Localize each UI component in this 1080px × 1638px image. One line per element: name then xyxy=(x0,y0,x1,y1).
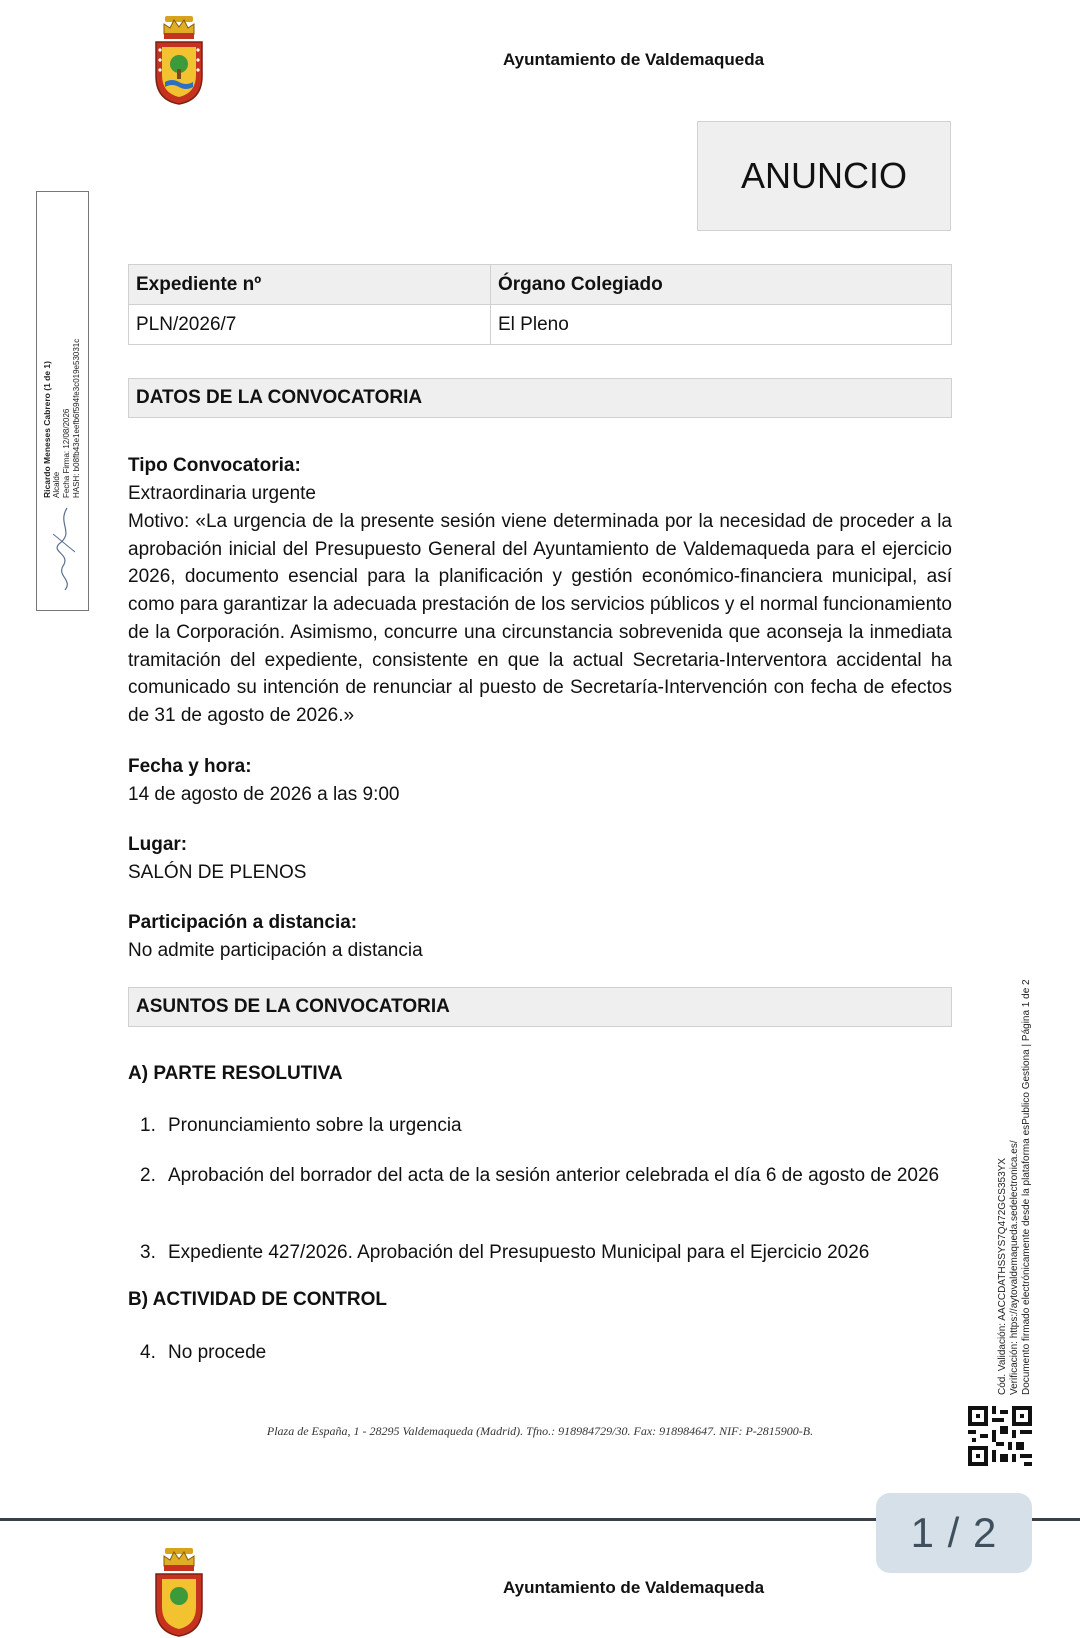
actividad-control-heading: B) ACTIVIDAD DE CONTROL xyxy=(128,1289,387,1310)
validation-strip xyxy=(997,979,1033,1395)
town-name-header: Ayuntamiento de Valdemaqueda xyxy=(503,50,765,69)
section-asuntos-convocatoria: ASUNTOS DE LA CONVOCATORIA xyxy=(128,987,952,1027)
list-item-text: Aprobación del borrador del acta de la sesión anterior celebrada el día 6 de agosto de 2026 xyxy=(168,1165,940,1186)
table-header-cell: Órgano Colegiado xyxy=(491,265,952,305)
signed-platform-text: Documento firmado electrónicamente desde la plataforma esPublico Gestiona | Página 1 de 2 xyxy=(1021,979,1032,1395)
coat-of-arms-logo xyxy=(152,14,206,106)
expediente-table xyxy=(128,264,952,345)
list-item-text: Pronunciamiento sobre la urgencia xyxy=(168,1115,462,1136)
table-cell: PLN/2026/7 xyxy=(129,305,491,345)
signer-role: Alcalde xyxy=(52,471,61,498)
table-cell: El Pleno xyxy=(491,305,952,345)
signature-strip xyxy=(36,191,89,611)
qr-code xyxy=(968,1406,1032,1466)
list-item-text: Expediente 427/2026. Aprobación del Presupuesto Municipal para el Ejercicio 2026 xyxy=(168,1242,870,1263)
lugar-label: Lugar: xyxy=(128,834,188,855)
motivo-paragraph: Motivo: «La urgencia de la presente sesión viene determinada por la necesidad de proceder a la aprobación inicial del Presupuesto General del Ayuntamiento de Valdemaqueda para el ejercicio 2026, documento esencial para la planificación y gestión económico-financiera municipal, así como para garantizar la adecuada prestación de los servicios públicos y el normal funcionamiento de la Corporación. Asimismo, concurre una circunstancia sobrevenida que aconseja la inmediata tramitación del expediente, consistente en que la actual Secretaria-Interventora accidental ha comunicado su intención de renunciar al puesto de Secretaría-Intervención con fecha de efectos de 31 de agosto de 2026.» xyxy=(128,511,952,726)
document-title: ANUNCIO xyxy=(697,121,951,231)
parte-resolutiva-heading: A) PARTE RESOLUTIVA xyxy=(128,1063,343,1084)
list-item-number: 1. xyxy=(140,1115,156,1136)
list-item-text: No procede xyxy=(168,1342,267,1363)
signature-hash: HASH: b08fb43e1eefb6f594fe3c019e53031c xyxy=(72,338,81,498)
tipo-convocatoria-label: Tipo Convocatoria: xyxy=(128,455,301,476)
town-name-header-page-2: Ayuntamiento de Valdemaqueda xyxy=(503,1578,765,1597)
table-header-cell: Expediente nº xyxy=(129,265,491,305)
participacion-value: No admite participación a distancia xyxy=(128,940,423,961)
tipo-convocatoria-value: Extraordinaria urgente xyxy=(128,483,316,504)
participacion-label: Participación a distancia: xyxy=(128,912,358,933)
table-row xyxy=(129,305,952,345)
coat-of-arms-logo-page-2 xyxy=(152,1546,206,1638)
lugar-value: SALÓN DE PLENOS xyxy=(128,862,307,883)
verification-url: Verificación: https://aytovaldemaqueda.sedelectronica.es/ xyxy=(1009,1140,1020,1395)
list-item-number: 2. xyxy=(140,1165,156,1186)
fecha-label: Fecha y hora: xyxy=(128,756,252,777)
validation-code: Cód. Validación: AACCDATHSSYS7Q472GCS353YX xyxy=(997,1158,1008,1395)
page-indicator: 1 / 2 xyxy=(876,1493,1032,1573)
footer-address: Plaza de España, 1 - 28295 Valdemaqueda (Madrid). Tfno.: 918984729/30. Fax: 918984647. NIF: P-2815900-B. xyxy=(266,1424,814,1438)
list-item-number: 3. xyxy=(140,1242,156,1263)
fecha-value: 14 de agosto de 2026 a las 9:00 xyxy=(128,784,400,805)
signature-date: Fecha Firma: 12/08/2026 xyxy=(62,408,71,498)
table-header-row xyxy=(129,265,952,305)
handwritten-signature xyxy=(49,504,79,594)
signer-name: Ricardo Meneses Cabrero (1 de 1) xyxy=(42,361,52,498)
list-item-number: 4. xyxy=(140,1342,156,1363)
section-datos-convocatoria: DATOS DE LA CONVOCATORIA xyxy=(128,378,952,418)
